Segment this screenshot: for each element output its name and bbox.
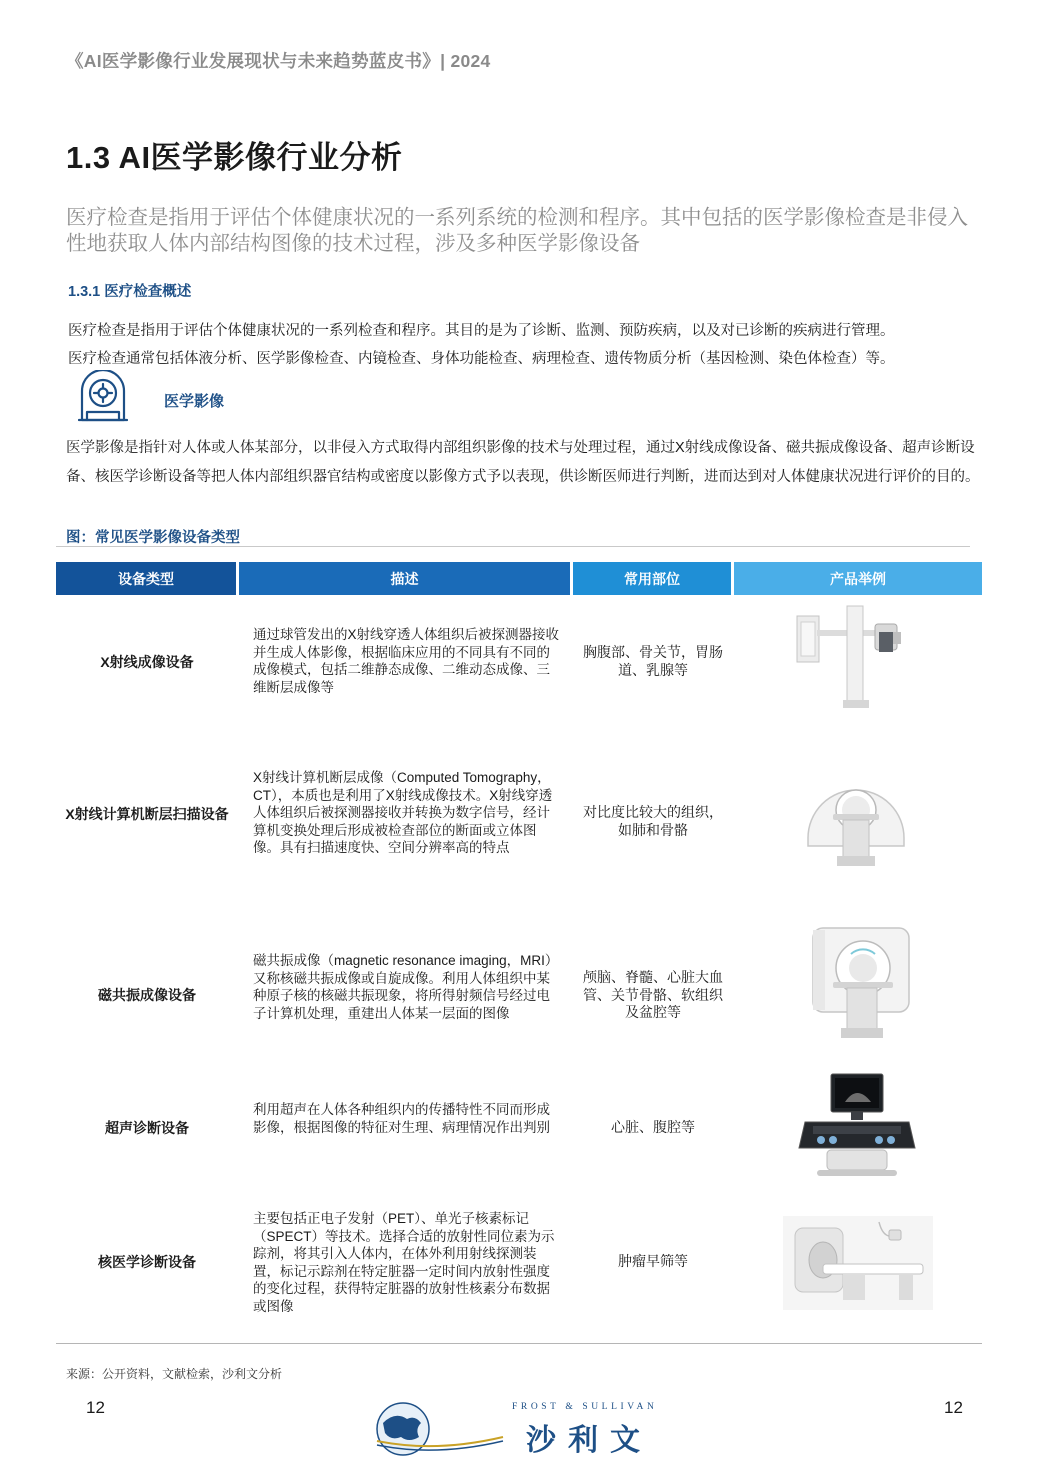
mri-scanner-icon <box>791 920 921 1050</box>
column-header-product-example: 产品举例 <box>734 562 982 595</box>
figure-caption: 图：常见医学影像设备类型 <box>66 530 240 546</box>
column-header-type: 设备类型 <box>56 562 236 595</box>
caption-divider <box>56 546 970 547</box>
scanner-icon <box>78 370 128 425</box>
pet-scanner-icon <box>783 1216 933 1310</box>
column-header-description: 描述 <box>239 562 570 595</box>
ghf-logo <box>375 1397 505 1459</box>
subsection-paragraph-line-2: 医疗检查通常包括体液分析、医学影像检查、内镜检查、身体功能检查、病理检查、遗传物质分析（基因检测、染色体检查）等。 <box>68 351 895 367</box>
subsection-title: 1.3.1 医疗检查概述 <box>68 284 192 300</box>
frost-sullivan-logo <box>512 1402 682 1458</box>
subsection-paragraph-line-1: 医疗检查是指用于评估个体健康状况的一系列检查和程序。其目的是为了诊断、监测、预防疾病，以及对已诊断的疾病进行管理。 <box>68 323 895 339</box>
running-header: 《AI医学影像行业发展现状与未来趋势蓝皮书》| 2024 <box>66 51 491 71</box>
section-title: 1.3 AI医学影像行业分析 <box>66 140 403 175</box>
imaging-paragraph: 医学影像是指针对人体或人体某部分，以非侵入方式取得内部组织影像的技术与处理过程，通过X射线成像设备、磁共振成像设备、超声诊断设备、核医学诊断设备等把人体内部组织器官结构或密度以影像方式予以表现，供诊断医师进行判断，进而达到对人体健康状况进行评价的目的。 <box>66 440 980 485</box>
device-description: 磁共振成像（magnetic resonance imaging，MRI）又称核磁共振成像或自旋成像。利用人体组织中某种原子核的核磁共振现象，将所得射频信号经过电子计算机处理，重建出人体某一层面的图像 <box>253 953 559 1021</box>
table-row <box>56 1208 982 1334</box>
device-type: X射线计算机断层扫描设备 <box>65 806 229 822</box>
table-row <box>56 752 982 892</box>
table-bottom-rule <box>56 1343 982 1344</box>
device-description: 主要包括正电子发射（PET）、单光子核素标记（SPECT）等技术。选择合适的放射性同位素为示踪剂，将其引入人体内，在体外利用射线探测装置，标记示踪剂在特定脏器一定时间内放射性强度的变化过程，获得特定脏器的放射性核素分布数据或图像 <box>253 1211 555 1314</box>
device-body-parts: 颅脑、脊髓、心脏大血管、关节骨骼、软组织及盆腔等 <box>583 969 723 1020</box>
device-body-parts: 对比度比较大的组织，如肺和骨骼 <box>583 804 723 838</box>
page-number-left: 12 <box>86 1398 105 1417</box>
table-row <box>56 1072 982 1192</box>
table-header <box>56 562 982 595</box>
device-body-parts: 肿瘤早筛等 <box>618 1253 688 1269</box>
device-description: 通过球管发出的X射线穿透人体组织后被探测器接收并生成人体影像，根据临床应用的不同具有不同的成像模式，包括二维静态成像、二维动态成像、三维断层成像等 <box>253 627 560 695</box>
subsection-paragraph <box>68 317 988 373</box>
device-type: 磁共振成像设备 <box>98 987 196 1003</box>
table-row <box>56 600 982 730</box>
device-type: X射线成像设备 <box>100 654 194 670</box>
device-description: X射线计算机断层成像（Computed Tomography，CT），本质也是利用了X射线成像技术。X射线穿透人体组织后被探测器接收并转换为数字信号，经计算机变换处理后形成被检查部位的断面或立体图像。具有扫描速度快、空间分辨率高的特点 <box>253 770 553 855</box>
device-type: 超声诊断设备 <box>105 1120 189 1136</box>
device-description: 利用超声在人体各种组织内的传播特性不同而形成影像，根据图像的特征对生理、病理情况作出判别 <box>253 1102 550 1135</box>
table-row <box>56 918 982 1068</box>
imaging-heading: 医学影像 <box>164 393 225 410</box>
page-number-right: 12 <box>944 1398 963 1417</box>
source-note: 来源：公开资料，文献检索，沙利文分析 <box>66 1367 283 1381</box>
device-body-parts: 胸腹部、骨关节，胃肠道、乳腺等 <box>583 644 723 678</box>
device-body-parts: 心脏、腹腔等 <box>611 1119 695 1135</box>
device-type: 核医学诊断设备 <box>98 1254 196 1270</box>
ct-scanner-icon <box>791 758 921 878</box>
ultrasound-machine-icon <box>791 1072 921 1182</box>
column-header-body-parts: 常用部位 <box>573 562 731 595</box>
section-lead: 医疗检查是指用于评估个体健康状况的一系列系统的检测和程序。其中包括的医学影像检查是非侵入性地获取人体内部结构图像的技术过程，涉及多种医学影像设备 <box>66 206 968 255</box>
shaliwen-wordmark: 沙利文 <box>526 1424 652 1457</box>
xray-machine-icon <box>791 602 921 712</box>
frost-sullivan-wordmark: FROST & SULLIVAN <box>512 1402 658 1412</box>
